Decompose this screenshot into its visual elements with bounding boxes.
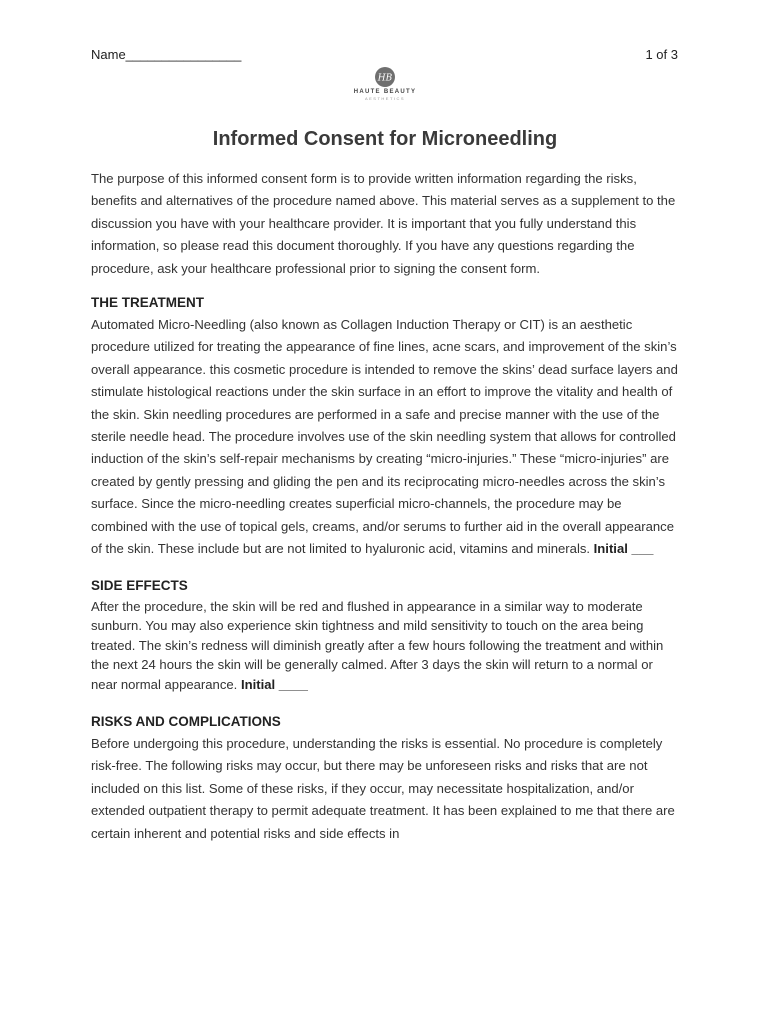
side-effects-heading: SIDE EFFECTS (91, 577, 188, 593)
treatment-paragraph (91, 314, 681, 560)
side-effects-initial-field: Initial ____ (240, 676, 308, 692)
treatment-initial-field: Initial ___ (593, 541, 654, 557)
logo-name: HAUTE BEAUTY (353, 89, 417, 95)
svg-text:HB: HB (377, 73, 393, 84)
logo-subtitle: AESTHETICS (364, 96, 406, 101)
side-effects-paragraph (91, 597, 681, 695)
brand-logo (340, 67, 430, 101)
logo-monogram-icon (375, 67, 395, 87)
page-indicator: 1 of 3 (645, 47, 678, 62)
treatment-heading: THE TREATMENT (91, 295, 204, 311)
risks-heading: RISKS AND COMPLICATIONS (91, 714, 281, 729)
document-body (91, 168, 681, 845)
risks-paragraph: Before undergoing this procedure, understanding the risks is essential. No procedure is completely risk-free. The following risks may occur, but there may be unforeseen risks and risks that are not included on this list. Some of these risks, if they occur, may necessitate hospitalization, and/or extended outpatient therapy to permit adequate treatment. It has been explained to me that there are certain inherent and potential risks and side effects in (91, 736, 675, 841)
name-field-label: Name________________ (91, 47, 242, 62)
treatment-text: Automated Micro-Needling (also known as Collagen Induction Therapy or CIT) is an aesthetic procedure utilized for treating the appearance of fine lines, acne scars, and improvement of the skin’s overall appearance. this cosmetic procedure is intended to remove the skins’ dead surface layers and stimulate histological reactions under the skin surface in an effort to improve the vitality and health of the skin. Skin needling procedures are performed in a safe and precise manner with the use of the sterile needle head. The procedure involves use of the skin needling system that allows for controlled induction of the skin’s self-repair mechanisms by creating “micro-injuries.” These “micro-injuries” are created by gently pressing and gliding the pen and its reciprocating micro-needles across the skin’s surface. Since the micro-needling creates superficial micro-channels, the procedure may be combined with the use of topical gels, creams, and/or serums to further aid in the overall appearance of the skin. These include but are not limited to hyaluronic acid, vitamins and minerals. (91, 317, 678, 557)
intro-paragraph: The purpose of this informed consent form is to provide written information regarding the risks, benefits and alternatives of the procedure named above. This material serves as a supplement to the discussion you have with your healthcare provider. It is important that you fully understand this information, so please read this document thoroughly. If you have any questions regarding the procedure, ask your healthcare professional prior to signing the consent form. (91, 171, 676, 276)
document-title: Informed Consent for Microneedling (212, 128, 558, 150)
side-effects-text: After the procedure, the skin will be red and flushed in appearance in a similar way to moderate sunburn. You may also experience skin tightness and mild sensitivity to touch on the area being treated. The skin’s redness will diminish greatly after a few hours following the treatment and within the next 24 hours the skin will be generally calmed. After 3 days the skin will return to a normal or near normal appearance. (91, 598, 664, 692)
